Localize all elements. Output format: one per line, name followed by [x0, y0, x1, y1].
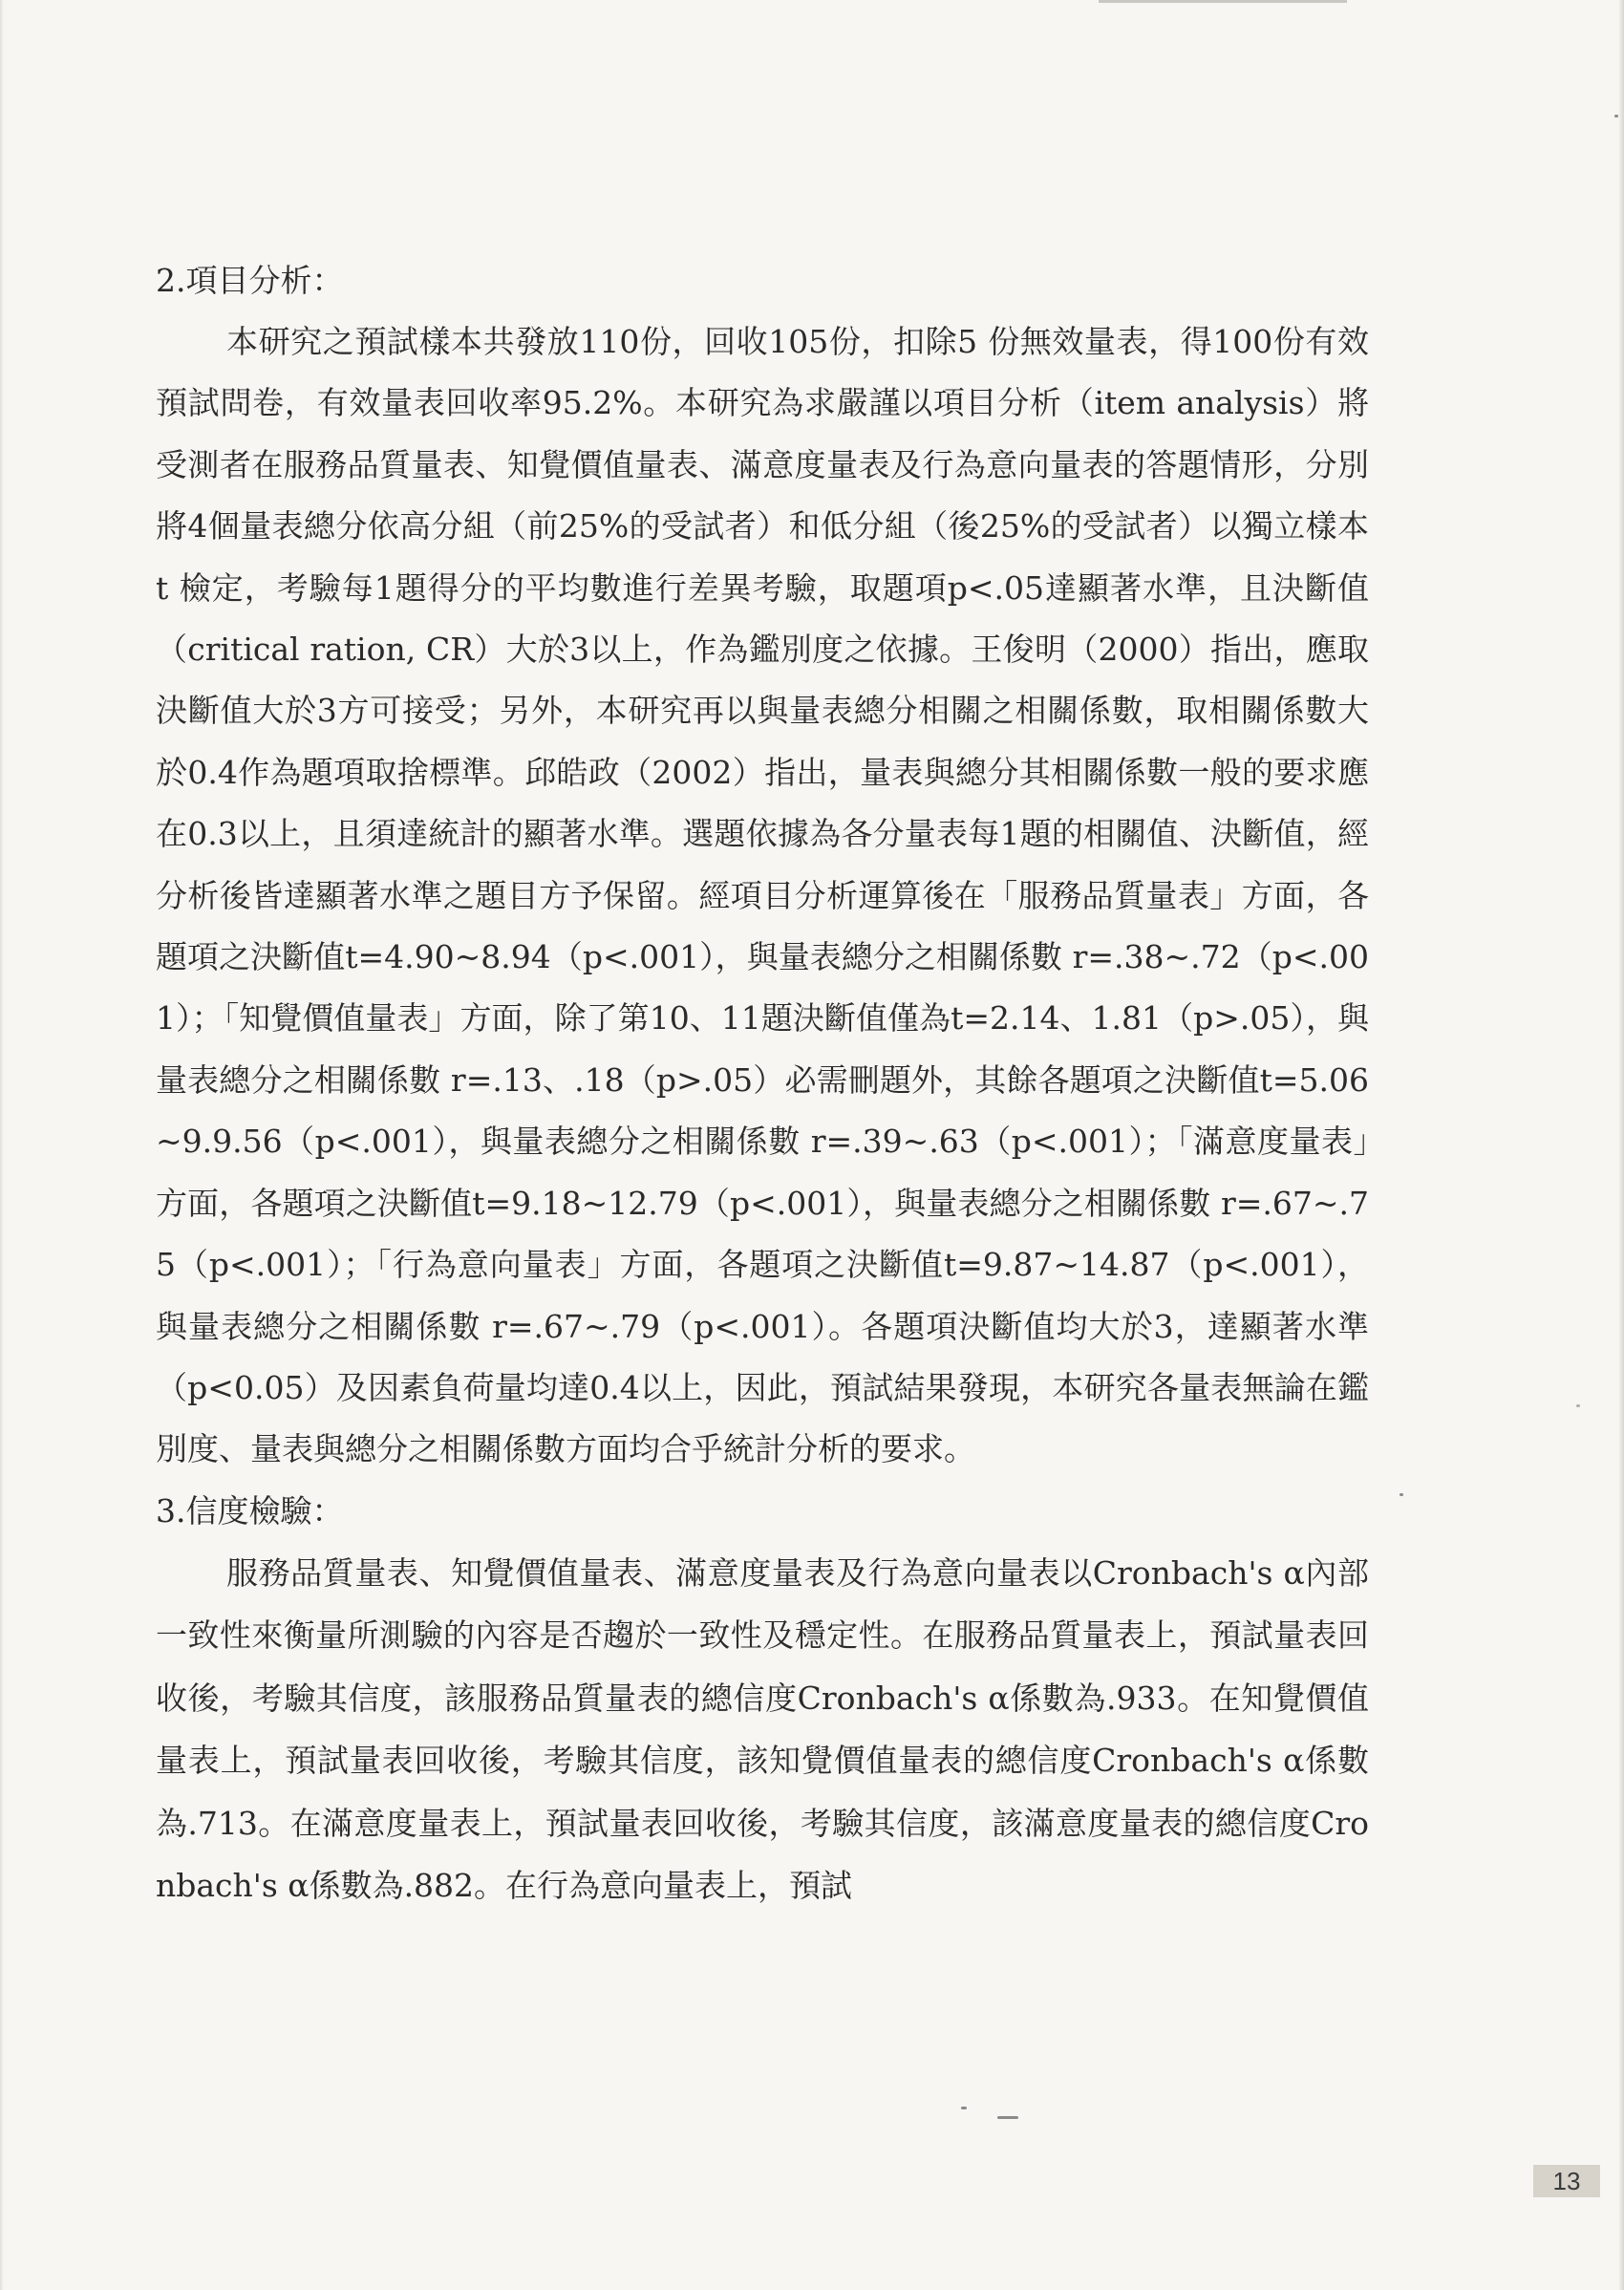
paragraph-reliability: 服務品質量表、知覺價值量表、滿意度量表及行為意向量表以Cronbach's α內部一致性來衡量所測驗的內容是否趨於一致性及穩定性。在服務品質量表上，預試量表回收後，考驗其信度，該服務品質量表的總信度Cronbach's α係數為.933。在知覺價值量表上，預試量表回收後，考驗其信度，該知覺價值量表的總信度Cronbach's α係數為.713。在滿意度量表上，預試量表回收後，考驗其信度，該滿意度量表的總信度Cronbach's α係數為.882。在行為意向量表上，預試 [156, 1553, 1369, 1905]
page-number: 13 [1533, 2165, 1600, 2197]
document-body [156, 250, 1369, 1917]
scan-speck [997, 2116, 1018, 2119]
paragraph-item-analysis: 本研究之預試樣本共發放110份，回收105份，扣除5 份無效量表，得100份有效預試問卷，有效量表回收率95.2%。本研究為求嚴謹以項目分析（item analysis）將受測者在服務品質量表、知覺價值量表、滿意度量表及行為意向量表的答題情形，分別將4個量表總分依高分組（前25%的受試者）和低分組（後25%的受試者）以獨立樣本 t 檢定，考驗每1題得分的平均數進行差異考驗，取題項p<.05達顯著水準，且決斷值（critical ration, CR）大於3以上，作為鑑別度之依據。王俊明（2000）指出，應取決斷值大於3方可接受；另外，本研究再以與量表總分相關之相關係數，取相關係數大於0.4作為題項取捨標準。邱皓政（2002）指出，量表與總分其相關係數一般的要求應在0.3以上，且須達統計的顯著水準。選題依據為各分量表每1題的相關值、決斷值，經分析後皆達顯著水準之題目方予保留。經項目分析運算後在「服務品質量表」方面，各題項之決斷值t=4.90~8.94（p<.001），與量表總分之相關係數 r=.38~.72（p<.001）；「知覺價值量表」方面，除了第10、11題決斷值僅為t=2.14、1.81（p>.05），與量表總分之相關係數 r=.13、.18（p>.05）必需刪題外，其餘各題項之決斷值t=5.06~9.9.56（p<.001），與量表總分之相關係數 r=.39~.63（p<.001）；「滿意度量表」方面，各題項之決斷值t=9.18~12.79（p<.001），與量表總分之相關係數 r=.67~.75（p<.001）；「行為意向量表」方面，各題項之決斷值t=9.87~14.87（p<.001），與量表總分之相關係數 r=.67~.79（p<.001）。各題項決斷值均大於3，達顯著水準（p<0.05）及因素負荷量均達0.4以上，因此，預試結果發現，本研究各量表無論在鑑別度、量表與總分之相關係數方面均合乎統計分析的要求。 [156, 323, 1369, 1468]
section-heading-item-analysis: 2.項目分析： [156, 262, 344, 299]
scan-speck [1614, 115, 1618, 118]
page-edge-left [0, 0, 4, 2290]
scan-speck [961, 2107, 967, 2109]
page-edge-right [1618, 0, 1624, 2290]
scan-artifact-top [1099, 0, 1347, 3]
scan-speck [1400, 1493, 1403, 1496]
section-heading-reliability: 3.信度檢驗： [156, 1491, 344, 1530]
scan-speck [1576, 1404, 1580, 1407]
